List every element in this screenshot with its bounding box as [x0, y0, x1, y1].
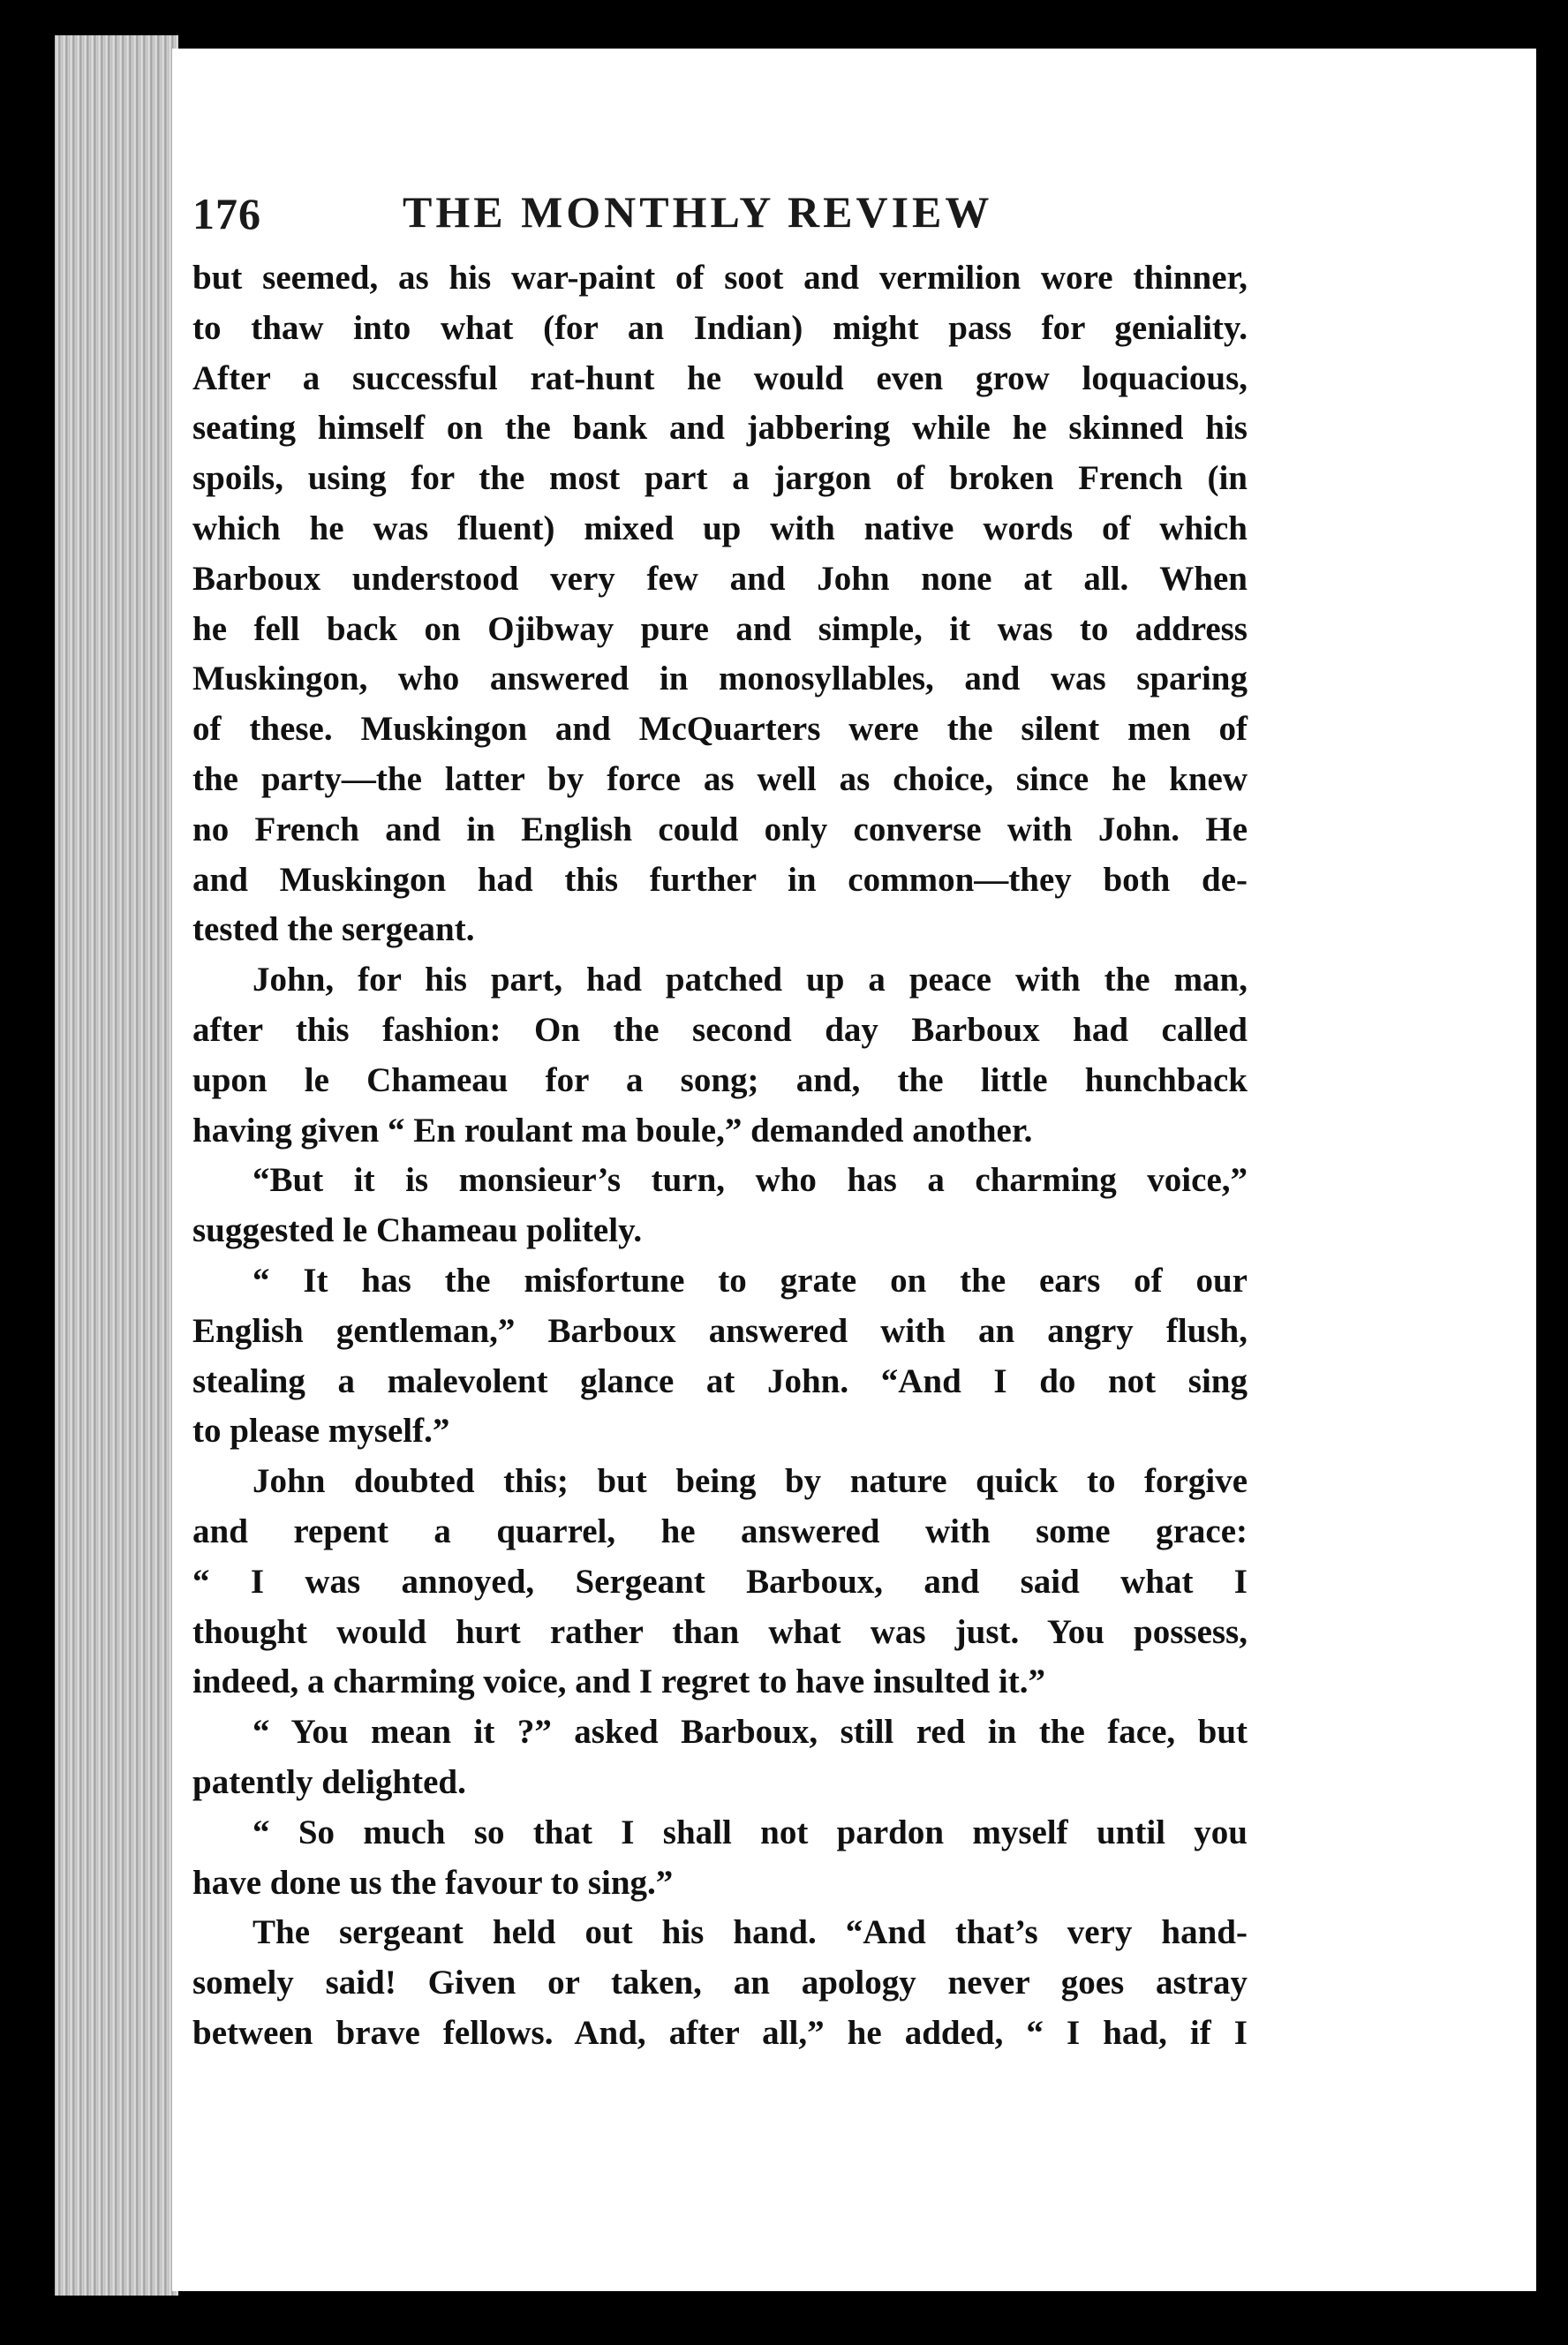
text-line: spoils, using for the most part a jargon of broken French (in [192, 459, 1248, 498]
page-number: 176 [192, 189, 261, 238]
text-line: have done us the favour to sing.” [192, 1863, 674, 1902]
text-line: Barboux understood very few and John none at all. When [192, 559, 1248, 598]
text-line: to please myself.” [192, 1412, 450, 1451]
text-line: Muskingon, who answered in monosyllables, and was sparing [192, 660, 1248, 698]
text-line: which he was fluent) mixed up with native words of which [192, 509, 1248, 547]
text-line: tested the sergeant. [192, 910, 475, 949]
text-line: The sergeant held out his hand. “And that’s very hand- [253, 1913, 1248, 1952]
text-line: indeed, a charming voice, and I regret to have insulted it.” [192, 1663, 1045, 1701]
text-line: of these. Muskingon and McQuarters were the silent men of [192, 710, 1248, 749]
text-line: after this fashion: On the second day Barboux had called [192, 1010, 1248, 1049]
text-line: “ You mean it ?” asked Barboux, still red in the face, but [253, 1713, 1248, 1752]
text-line: After a successful rat-hunt he would even grow loquacious, [192, 358, 1248, 397]
text-line: between brave fellows. And, after all,” he added, “ I had, if I [192, 2013, 1248, 2052]
text-line: somely said! Given or taken, an apology never goes astray [192, 1964, 1248, 2002]
book-page-edges [55, 35, 178, 2296]
text-line: John doubted this; but being by nature quick to forgive [253, 1462, 1248, 1501]
text-line: seating himself on the bank and jabbering while he skinned his [192, 409, 1248, 448]
text-line: and repent a quarrel, he answered with some grace: [192, 1512, 1248, 1550]
text-line: “ It has the misfortune to grate on the ears of our [253, 1261, 1248, 1300]
text-line: “ So much so that I shall not pardon myself until you [253, 1813, 1248, 1851]
text-line: thought would hurt rather than what was just. You possess, [192, 1612, 1248, 1651]
text-line: stealing a malevolent glance at John. “And I do not sing [192, 1361, 1248, 1400]
text-line: no French and in English could only converse with John. He [192, 810, 1248, 848]
text-line: upon le Chameau for a song; and, the little hunchback [192, 1060, 1248, 1099]
text-line: “But it is monsieur’s turn, who has a charming voice,” [253, 1161, 1248, 1200]
text-line: patently delighted. [192, 1762, 466, 1801]
body-text [192, 253, 1248, 2059]
text-line: “ I was annoyed, Sergeant Barboux, and said what I [192, 1562, 1248, 1601]
text-line: the party—the latter by force as well as choice, since he knew [192, 759, 1248, 798]
text-line: having given “ En roulant ma boule,” demanded another. [192, 1111, 1033, 1150]
text-line: John, for his part, had patched up a peace with the man, [253, 961, 1248, 999]
text-line: and Muskingon had this further in common—they both de- [192, 860, 1248, 899]
text-line: suggested le Chameau politely. [192, 1211, 643, 1250]
text-line: but seemed, as his war-paint of soot and vermilion wore thinner, [192, 259, 1248, 297]
running-head: THE MONTHLY REVIEW [403, 187, 993, 237]
text-line: he fell back on Ojibway pure and simple, it was to address [192, 609, 1248, 648]
page-header [192, 146, 1190, 243]
text-line: English gentleman,” Barboux answered with an angry flush, [192, 1311, 1248, 1350]
text-line: to thaw into what (for an Indian) might pass for geniality. [192, 308, 1248, 347]
